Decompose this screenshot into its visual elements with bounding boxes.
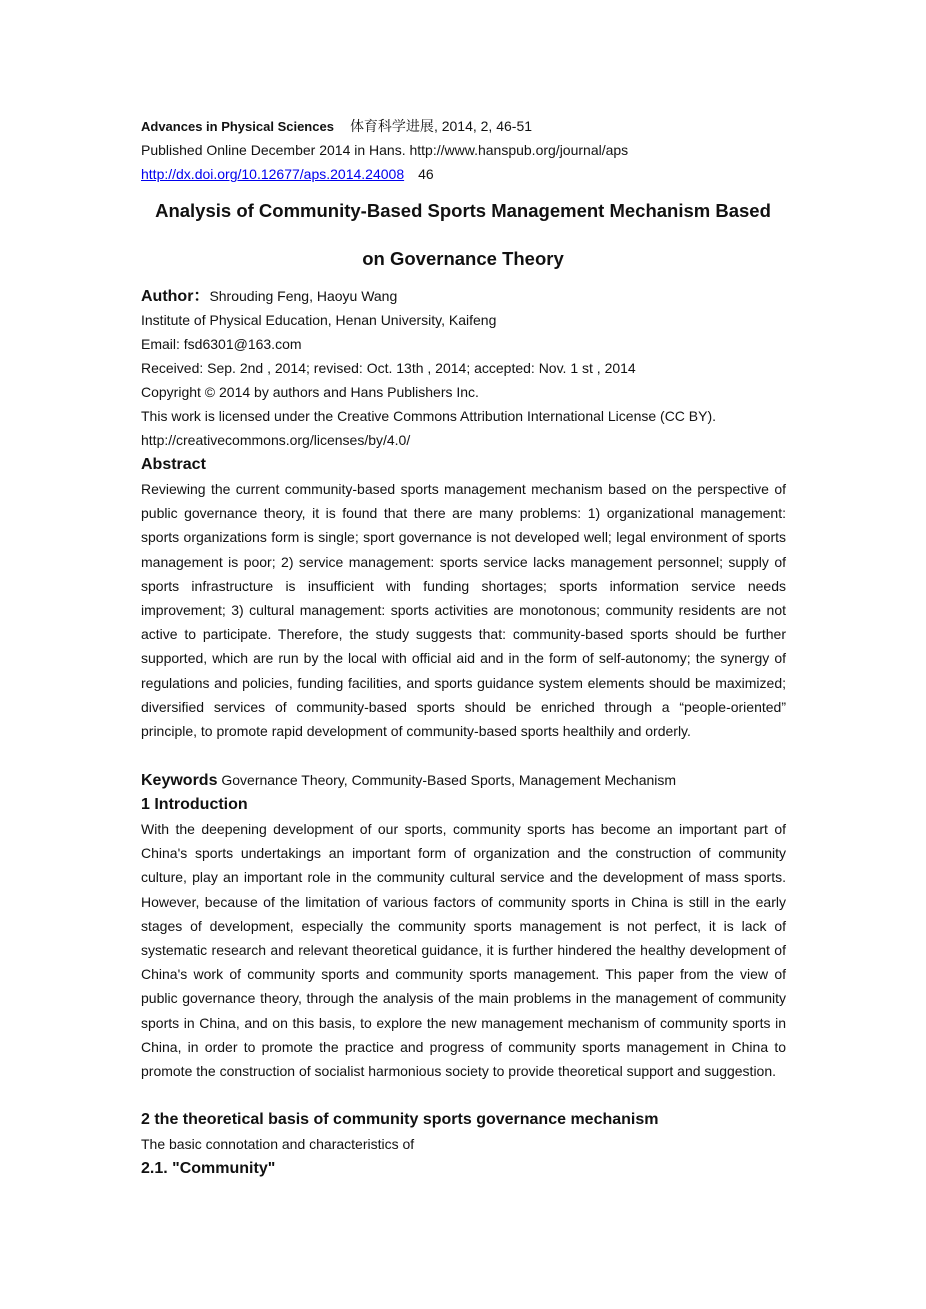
paper-title-line-1: Analysis of Community-Based Sports Management Mechanism Based [155,200,771,221]
author-label: Author： [141,288,210,305]
keywords-label: Keywords [141,772,218,789]
keywords-text: Governance Theory, Community-Based Sports, Management Mechanism [217,772,677,788]
email: Email: fsd6301@163.com [141,336,302,352]
journal-line [141,114,786,139]
abstract-heading: Abstract [141,456,206,473]
journal-meta: , 2014, 2, 46-51 [433,118,533,134]
author-line [141,284,786,309]
abstract-text: Reviewing the current community-based sports management mechanism based on the perspective of public governance theory, it is found that there are many problems: 1) organizational management: sports organizations form is single; sport governance is not developed well; legal environment of sports management is poor; 2) service management: sports service lacks management personnel; supply of sports infrastructure is insufficient with funding shortages; sports information service needs improvement; 3) cultural management: sports activities are monotonous; community residents are not active to participate. Therefore, the study suggests that: community-based sports should be further supported, which are run by the local with official aid and in the form of self-autonomy; the synergy of regulations and policies, funding facilities, and sports guidance system elements should be maximized; diversified services of community-based sports should be enriched through a “people-oriented” principle, to promote rapid development of community-based sports healthily and orderly. [141,481,786,740]
license-url: http://creativecommons.org/licenses/by/4.0/ [141,432,411,448]
section-1-heading: 1 Introduction [141,796,248,813]
section-2-heading: 2 the theoretical basis of community sports governance mechanism [141,1111,659,1128]
keywords-line [141,768,786,793]
published-line: Published Online December 2014 in Hans. http://www.hanspub.org/journal/aps [141,142,629,158]
paper-title-line-2: on Governance Theory [362,248,564,269]
received-dates: Received: Sep. 2nd , 2014; revised: Oct. 13th , 2014; accepted: Nov. 1 st , 2014 [141,360,636,376]
section-2-text: The basic connotation and characteristics of [141,1136,415,1152]
license: This work is licensed under the Creative Commons Attribution International License (CC BY). [141,408,717,424]
authors: Shrouding Feng, Haoyu Wang [209,288,398,304]
doi-line [141,162,786,186]
doi-link[interactable]: http://dx.doi.org/10.12677/aps.2014.24008 [141,166,405,182]
section-1-text: With the deepening development of our sports, community sports has become an important part of China's sports undertakings an important form of organization and the construction of community culture, play an important role in the community cultural service and the development of mass sports. However, because of the limitation of various factors of community sports in China is still in the early stages of development, especially the community sports management is not perfect, it is lack of systematic research and relevant theoretical guidance, it is further hindered the healthy development of China's work of community sports and community sports management. This paper from the view of public governance theory, through the analysis of the main problems in the management of community sports in China, and on this basis, to explore the new management mechanism of community sports in China, in order to promote the practice and progress of community sports management in China to promote the construction of socialist harmonious society to provide theoretical support and suggestion. [141,821,786,1080]
affiliation: Institute of Physical Education, Henan University, Kaifeng [141,312,497,328]
journal-name: Advances in Physical Sciences [141,119,334,134]
doi-page: 46 [418,166,434,182]
journal-name-cn: 体育科学进展 [349,119,434,135]
copyright: Copyright © 2014 by authors and Hans Publishers Inc. [141,384,479,400]
section-2-1-heading: 2.1. "Community" [141,1160,276,1177]
